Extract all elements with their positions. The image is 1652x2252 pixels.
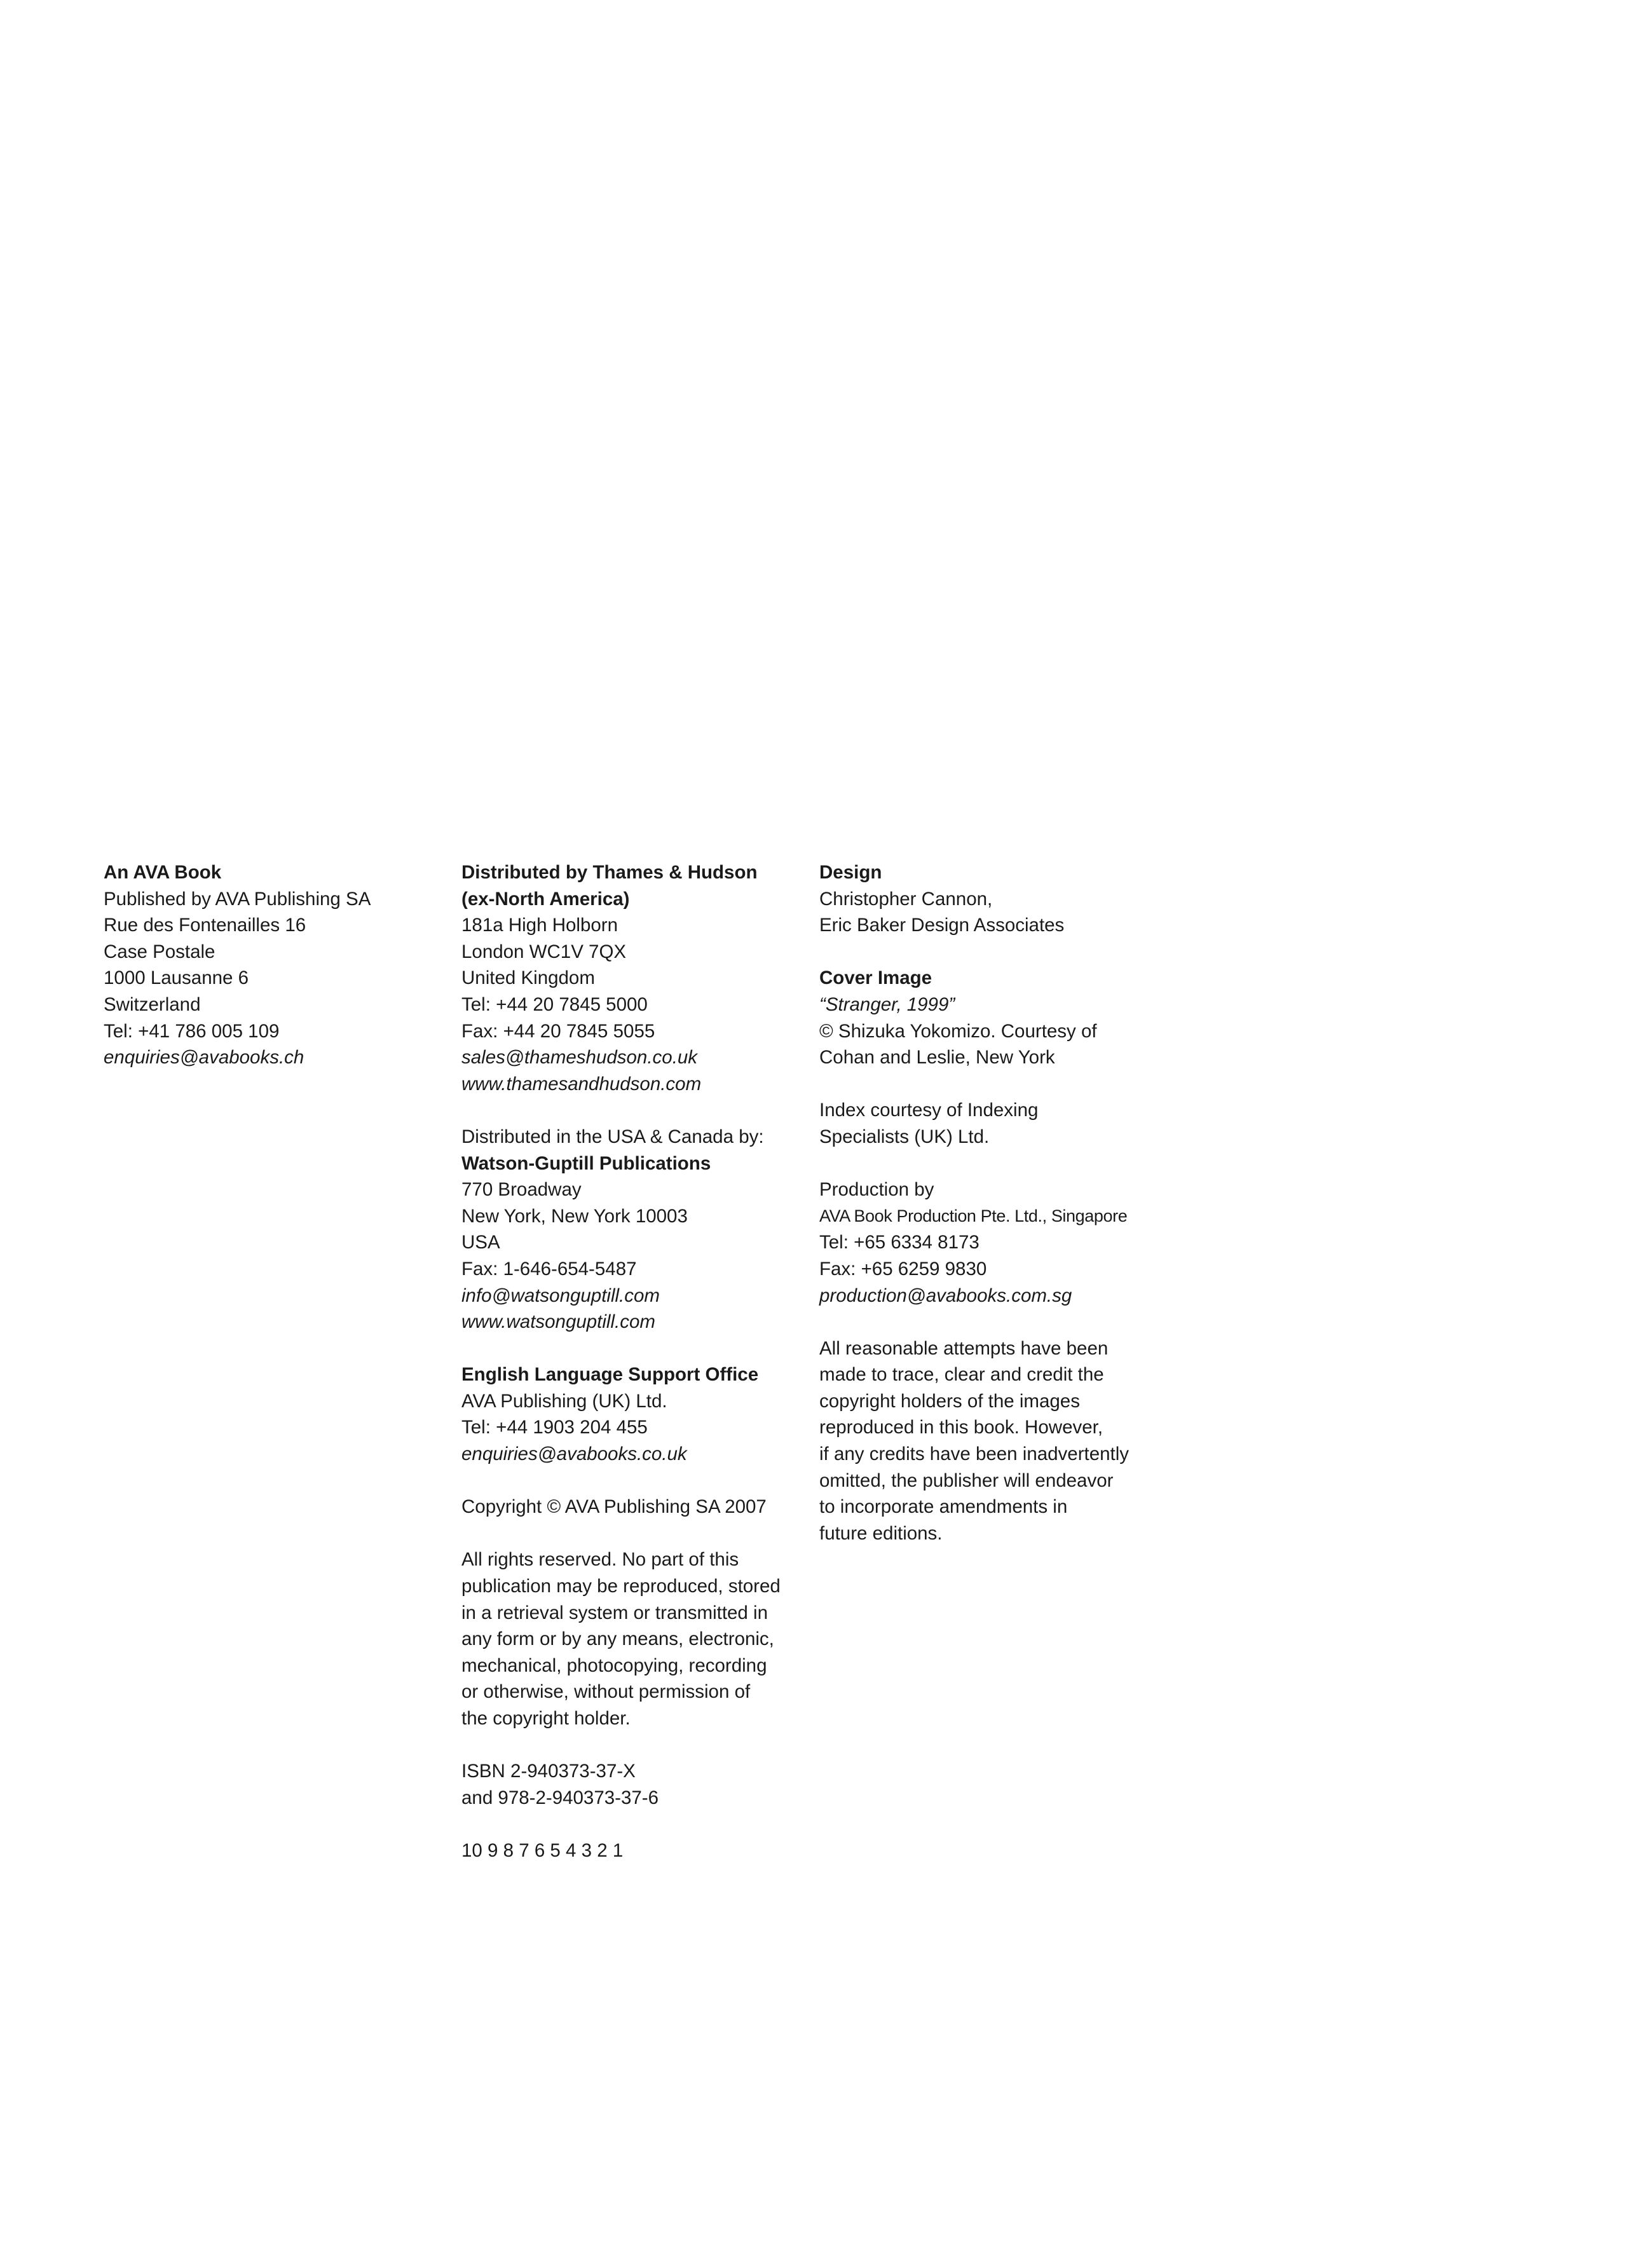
spacer: [461, 1732, 792, 1759]
usa-distributor-line: New York, New York 10003: [461, 1205, 688, 1227]
spacer: [461, 1468, 792, 1494]
spacer: [819, 1071, 1175, 1098]
support-office-heading: English Language Support Office: [461, 1364, 759, 1386]
rights-line: the copyright holder.: [461, 1708, 631, 1729]
cover-image-line: © Shizuka Yokomizo. Courtesy of: [819, 1020, 1097, 1042]
uk-distributor-line: London WC1V 7QX: [461, 941, 627, 962]
uk-distributor-subheading: (ex-North America): [461, 888, 630, 910]
distribution-column: [461, 859, 792, 1864]
uk-distributor-heading: Distributed by Thames & Hudson: [461, 862, 758, 883]
index-line: Index courtesy of Indexing: [819, 1100, 1039, 1121]
support-office-line: Tel: +44 1903 204 455: [461, 1417, 648, 1438]
production-company: AVA Book Production Pte. Ltd., Singapore: [819, 1206, 1128, 1225]
uk-distributor-email: sales@thameshudson.co.uk: [461, 1047, 698, 1068]
publisher-email: enquiries@avabooks.ch: [104, 1047, 304, 1068]
publisher-line: Rue des Fontenailles 16: [104, 915, 306, 936]
rights-line: All rights reserved. No part of this: [461, 1549, 739, 1571]
index-line: Specialists (UK) Ltd.: [819, 1126, 990, 1147]
usa-distributor-heading: Watson-Guptill Publications: [461, 1152, 711, 1174]
disclaimer-line: All reasonable attempts have been: [819, 1337, 1109, 1359]
rights-line: in a retrieval system or transmitted in: [461, 1602, 768, 1623]
uk-distributor-line: 181a High Holborn: [461, 915, 618, 936]
cover-image-line: Cohan and Leslie, New York: [819, 1047, 1055, 1068]
credits-column: [819, 859, 1175, 1546]
cover-image-heading: Cover Image: [819, 967, 932, 989]
publisher-line: Switzerland: [104, 993, 201, 1015]
disclaimer-line: if any credits have been inadvertently: [819, 1443, 1130, 1465]
usa-distributor-line: USA: [461, 1232, 500, 1253]
publisher-heading: An AVA Book: [104, 862, 222, 883]
disclaimer-line: to incorporate amendments in: [819, 1496, 1068, 1518]
production-line: Fax: +65 6259 9830: [819, 1258, 987, 1280]
copyright-notice: Copyright © AVA Publishing SA 2007: [461, 1496, 767, 1518]
publisher-line: Published by AVA Publishing SA: [104, 888, 371, 910]
production-email: production@avabooks.com.sg: [819, 1285, 1072, 1306]
uk-distributor-line: Tel: +44 20 7845 5000: [461, 993, 648, 1015]
isbn-line: and 978-2-940373-37-6: [461, 1787, 659, 1808]
disclaimer-line: omitted, the publisher will endeavor: [819, 1470, 1114, 1491]
rights-line: or otherwise, without permission of: [461, 1681, 751, 1703]
printing-line: 10 9 8 7 6 5 4 3 2 1: [461, 1839, 624, 1861]
uk-distributor-website: www.thamesandhudson.com: [461, 1073, 702, 1095]
support-office-email: enquiries@avabooks.co.uk: [461, 1443, 687, 1465]
spacer: [819, 1309, 1175, 1335]
rights-line: mechanical, photocopying, recording: [461, 1655, 767, 1676]
usa-distributor-line: 770 Broadway: [461, 1179, 582, 1201]
support-office-line: AVA Publishing (UK) Ltd.: [461, 1390, 667, 1412]
spacer: [461, 1811, 792, 1838]
rights-line: publication may be reproduced, stored: [461, 1576, 781, 1597]
rights-line: any form or by any means, electronic,: [461, 1628, 774, 1650]
publisher-column: [104, 859, 434, 1071]
disclaimer-line: copyright holders of the images: [819, 1390, 1080, 1412]
spacer: [819, 1150, 1175, 1177]
design-heading: Design: [819, 862, 882, 883]
isbn-line: ISBN 2-940373-37-X: [461, 1761, 636, 1782]
publisher-line: Tel: +41 786 005 109: [104, 1020, 280, 1042]
publisher-line: Case Postale: [104, 941, 215, 962]
usa-distributor-website: www.watsonguptill.com: [461, 1311, 655, 1333]
usa-distributor-line: Fax: 1-646-654-5487: [461, 1258, 637, 1280]
publisher-line: 1000 Lausanne 6: [104, 967, 249, 989]
design-line: Eric Baker Design Associates: [819, 915, 1065, 936]
production-line: Tel: +65 6334 8173: [819, 1232, 980, 1253]
usa-distributor-email: info@watsonguptill.com: [461, 1285, 660, 1306]
usa-distributor-intro: Distributed in the USA & Canada by:: [461, 1126, 764, 1147]
design-line: Christopher Cannon,: [819, 888, 993, 910]
spacer: [819, 939, 1175, 966]
spacer: [461, 1335, 792, 1362]
disclaimer-line: reproduced in this book. However,: [819, 1417, 1103, 1438]
disclaimer-line: future editions.: [819, 1522, 943, 1544]
disclaimer-line: made to trace, clear and credit the: [819, 1364, 1104, 1386]
cover-image-title: “Stranger, 1999”: [819, 993, 955, 1015]
spacer: [461, 1520, 792, 1547]
spacer: [461, 1097, 792, 1124]
uk-distributor-line: United Kingdom: [461, 967, 595, 989]
uk-distributor-line: Fax: +44 20 7845 5055: [461, 1020, 655, 1042]
production-intro: Production by: [819, 1179, 934, 1201]
